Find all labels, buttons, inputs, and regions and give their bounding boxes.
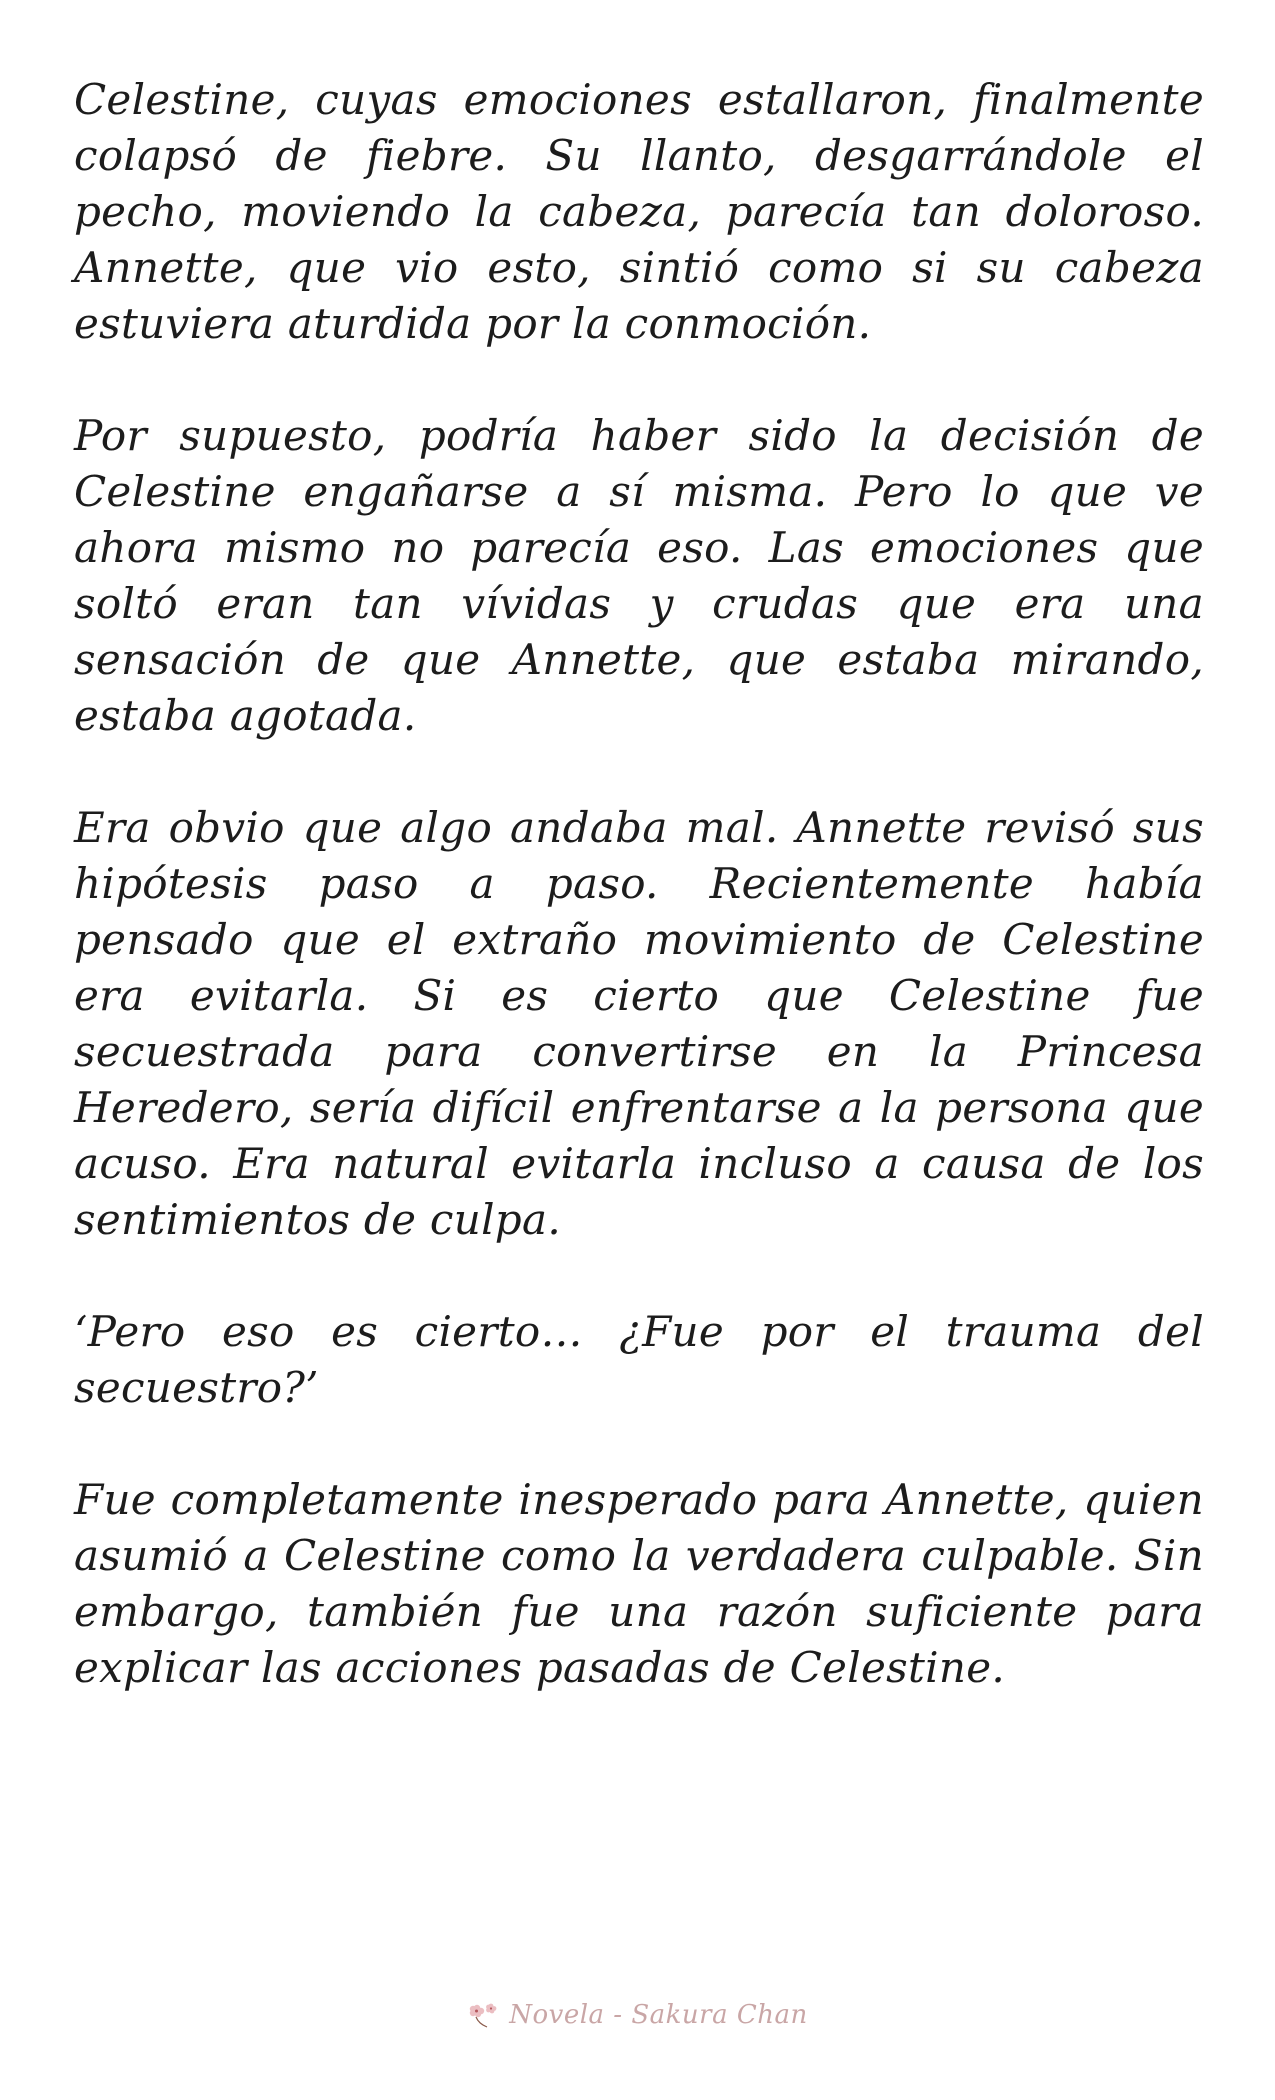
watermark-text: Novela - Sakura Chan	[509, 2000, 808, 2030]
paragraph-2: Por supuesto, podría haber sido la decisión de Celestine engañarse a sí misma. Pero lo que ve ahora mismo no parecía eso. Las emociones que soltó eran tan vívidas y crudas que era una sensación de que Annette, que estaba mirando, estaba agotada.	[74, 411, 1204, 740]
footer-watermark	[0, 1995, 1275, 2035]
paragraph-4: ‘Pero eso es cierto… ¿Fue por el trauma del secuestro?’	[74, 1307, 1204, 1412]
paragraph-1: Celestine, cuyas emociones estallaron, finalmente colapsó de fiebre. Su llanto, desgarrándole el pecho, moviendo la cabeza, parecía tan doloroso. Annette, que vio esto, sintió como si su cabeza estuviera aturdida por la conmoción.	[74, 75, 1204, 348]
paragraph-5: Fue completamente inesperado para Annette, quien asumió a Celestine como la verdadera culpable. Sin embargo, también fue una razón suficiente para explicar las acciones pasadas de Celestine.	[74, 1475, 1204, 1692]
paragraph-3: Era obvio que algo andaba mal. Annette revisó sus hipótesis paso a paso. Recientemente había pensado que el extraño movimiento de Celestine era evitarla. Si es cierto que Celestine fue secuestrada para convertirse en la Princesa Heredero, sería difícil enfrentarse a la persona que acuso. Era natural evitarla incluso a causa de los sentimientos de culpa.	[74, 803, 1204, 1244]
document-body	[74, 72, 1204, 1752]
sakura-blossom-icon	[467, 2000, 501, 2030]
watermark	[467, 2000, 808, 2030]
